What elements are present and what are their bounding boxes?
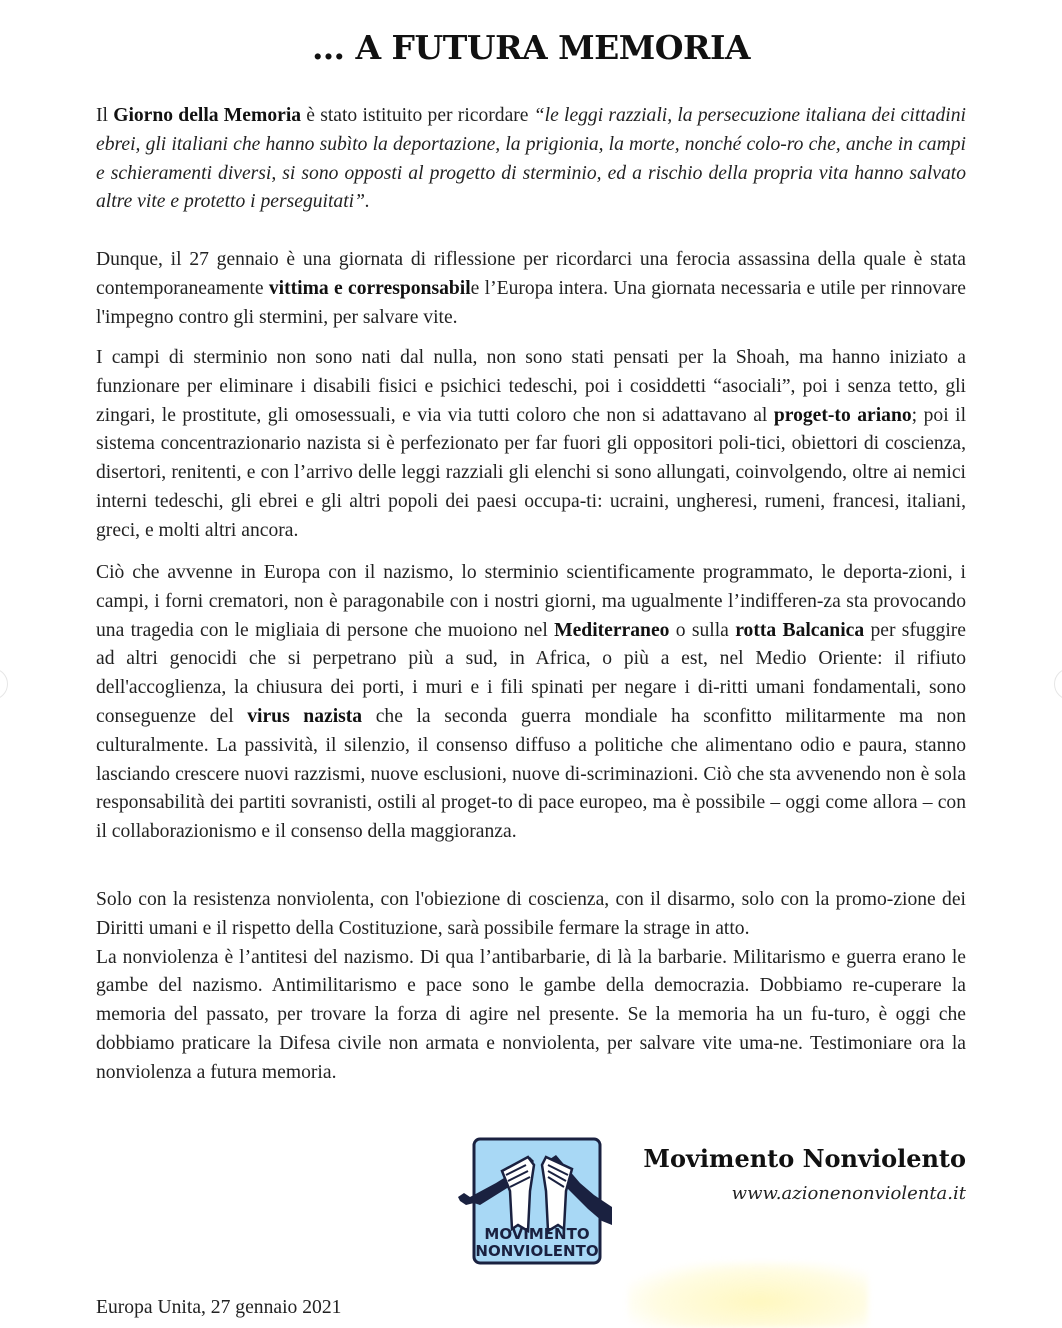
text: La nonviolenza è l’antitesi del nazismo. Di qua l’antibarbarie, di là la barbarie. Militarismo e guerra erano le gambe del nazismo. Antimilitarismo e pace sono le gambe della democrazia. Dobbiamo re-cuperare la memoria del passato, per trovare la forza di agire nel presente. Se la memoria ha un fu-turo, è oggi che dobbiamo praticare la Difesa civile non armata e nonviolenta, per salvare vite uma-ne. Testimoniare ora la nonviolenza a futura memoria.: [96, 946, 966, 1083]
signature-organization: Movimento Nonviolento: [643, 1144, 966, 1173]
text: I campi di sterminio non sono nati dal nulla, non sono stati pensati per la Shoah, ma hanno iniziato a funzionare per eliminare i disabili fisici e psichici tedeschi, poi i cosiddetti “asociali”, poi i senza tetto, gli zingari, le prostitute, gli omosessuali, e via via tutti coloro che non si adattavano al: [96, 347, 966, 426]
text: e l’Europa intera. Una giornata necessaria e utile per rinnovare l'impegno contro gli stermini, per salvare vite.: [96, 277, 967, 328]
paragraph-1: [96, 102, 966, 217]
paragraph-2: [96, 246, 966, 332]
paragraph-5: [96, 886, 966, 1088]
bold-text: virus nazista: [247, 705, 363, 727]
bold-text: vittima e corresponsabil: [268, 277, 471, 299]
text: che la seconda guerra mondiale ha sconfitto militarmente ma non culturalmente. La passività, il silenzio, il consenso diffuso a politiche che alimentano odio e paura, stanno lasciando crescere nuovi razzismi, nuove esclusioni, nuove di-scriminazioni. Ciò che sta avvenendo non è sola responsabilità dei partiti sovranisti, ostili al proget-to di pace europeo, ma è possibile – oggi come allora – con il collaborazionismo e il consenso della maggioranza.: [96, 705, 967, 843]
document-title: … A FUTURA MEMORIA: [311, 28, 751, 67]
text: per sfuggire ad altri genocidi che si perpetrano più a sud, in Africa, o più a est, nel Medio Oriente: il rifiuto dell'accoglienza, la chiusura dei porti, i muri e i fili spinati per negare i di-ritti umani fondamentali, sono conseguenze del: [96, 619, 966, 727]
logo-text-line1: MOVIMENTO: [484, 1225, 590, 1243]
text: è stato istituito per ricordare: [301, 105, 534, 126]
text: Ciò che avvenne in Europa con il nazismo, lo sterminio scientificamente programmato, le deporta-zioni, i campi, i forni crematori, non è paragonabile con i nostri giorni, ma ugualmente l’indifferen-za sta provocando una tragedia con le migliaia di persone che muoiono nel: [96, 562, 966, 641]
bold-text: Giorno della Memoria: [113, 105, 302, 126]
text: o sulla: [669, 619, 736, 641]
signature-website-link[interactable]: www.azionenonviolenta.it: [731, 1183, 966, 1204]
movimento-nonviolento-logo: [456, 1135, 616, 1267]
text: Il: [96, 105, 114, 126]
text: ; poi il sistema concentrazionario nazista si è perfezionato per far fuori gli oppositori poli-tici, obiettori di coscienza, disertori, renitenti, e con l’arrivo delle leggi razziali gli elenchi si sono allungati, coinvolgendo, oltre ai nemici interni tedeschi, gli ebrei e gli altri popoli dei paesi occupa-ti: ucraini, ungheresi, rumeni, francesi, italiani, greci, e molti altri ancora.: [96, 404, 967, 541]
highlighter-mark: [628, 1262, 868, 1328]
text: Solo con la resistenza nonviolenta, con l'obiezione di coscienza, con il disarmo, solo con la promo-zione dei Diritti umani e il rispetto della Costituzione, sarà possibile fermare la strage in atto.: [96, 889, 966, 939]
paragraph-3: [96, 344, 966, 546]
italic-quote: “le leggi razziali, la persecuzione italiana dei cittadini ebrei, gli italiani che hanno subìto la deportazione, la prigionia, la morte, nonché colo-ro che, anche in campi e schieramenti diversi, si sono opposti al progetto di sterminio, ed a rischio della propria vita hanno salvato altre vite e protetto i perseguitati”.: [96, 105, 966, 213]
paragraph-4: [96, 559, 966, 847]
broken-rifle-logo-icon: [456, 1135, 616, 1267]
bold-text: rotta Balcanica: [735, 619, 865, 641]
previous-page-button[interactable]: [0, 668, 8, 700]
next-page-button[interactable]: [1054, 668, 1062, 700]
text: Dunque, il 27 gennaio è una giornata di riflessione per ricordarci una ferocia assassina della quale è stata contemporaneamente: [96, 249, 966, 299]
bold-text: proget-to ariano: [773, 404, 912, 426]
bold-text: Mediterraneo: [554, 619, 670, 641]
logo-text-line2: NONVIOLENTO: [475, 1242, 599, 1260]
document-date: Europa Unita, 27 gennaio 2021: [96, 1297, 342, 1318]
